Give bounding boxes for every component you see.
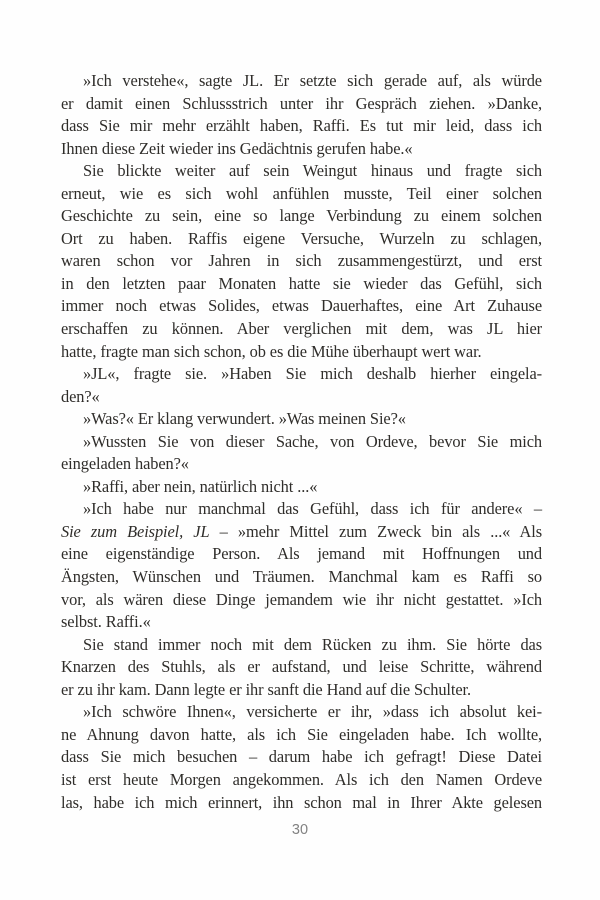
text-line [61, 589, 542, 612]
italic-text-segment: Sie zum Beispiel, JL [61, 521, 210, 541]
text-line [61, 634, 542, 657]
text-line [61, 205, 542, 228]
text-segment: »Ich schwöre Ihnen«, versicherte er ihr, »dass ich absolut kei- [83, 702, 542, 722]
text-line [61, 792, 542, 815]
paragraph [61, 408, 542, 431]
paragraph [61, 476, 542, 499]
text-segment: in den letzten paar Monaten hatte sie wieder das Gefühl, sich [61, 273, 542, 293]
text-segment: dass Sie mich besuchen – darum habe ich gefragt! Diese Datei [61, 747, 542, 767]
paragraph [61, 634, 542, 702]
text-segment: dass Sie mir mehr erzählt haben, Raffi. Es tut mir leid, dass ich [61, 116, 542, 136]
text-line [61, 183, 542, 206]
text-line [61, 611, 542, 634]
text-line [61, 295, 542, 318]
text-line [61, 115, 542, 138]
text-line [61, 476, 542, 499]
text-line [61, 70, 542, 93]
text-line [61, 724, 542, 747]
paragraph [61, 701, 542, 814]
text-segment: Geschichte zu sein, eine so lange Verbindung zu einem solchen [61, 206, 542, 226]
paragraph [61, 431, 542, 476]
text-segment: den?« [61, 386, 100, 406]
text-line [61, 341, 542, 364]
text-line [61, 273, 542, 296]
text-segment: vor, als wären diese Dinge jemandem wie ihr nicht gestattet. »Ich [61, 589, 542, 609]
text-segment: Sie blickte weiter auf sein Weingut hinaus und fragte sich [83, 161, 542, 181]
text-segment: immer noch etwas Solides, etwas Dauerhaftes, eine Art Zuhause [61, 296, 542, 316]
text-line [61, 138, 542, 161]
text-segment: eingeladen haben?« [61, 454, 189, 474]
text-segment: er damit einen Schlussstrich unter ihr Gespräch ziehen. »Danke, [61, 93, 542, 113]
text-segment: Ihnen diese Zeit wieder ins Gedächtnis gerufen habe.« [61, 138, 413, 158]
text-line [61, 250, 542, 273]
text-segment: ne Ahnung davon hatte, als ich Sie eingeladen habe. Ich wollte, [61, 724, 542, 744]
text-segment: eine eigenständige Person. Als jemand mit Hoffnungen und [61, 544, 542, 564]
text-segment: »Raffi, aber nein, natürlich nicht ...« [83, 476, 318, 496]
text-segment: er zu ihr kam. Dann legte er ihr sanft die Hand auf die Schulter. [61, 679, 471, 699]
text-line [61, 228, 542, 251]
text-line [61, 498, 542, 521]
text-line [61, 656, 542, 679]
text-segment: Sie stand immer noch mit dem Rücken zu ihm. Sie hörte das [83, 634, 542, 654]
text-line [61, 453, 542, 476]
page-number: 30 [291, 822, 309, 838]
text-line [61, 701, 542, 724]
text-line [61, 521, 542, 544]
text-line [61, 408, 542, 431]
text-line [61, 431, 542, 454]
text-segment: waren schon vor Jahren in sich zusammengestürzt, und erst [61, 251, 542, 271]
text-line [61, 679, 542, 702]
text-segment: Ort zu haben. Raffis eigene Versuche, Wurzeln zu schlagen, [61, 228, 542, 248]
text-segment: Knarzen des Stuhls, als er aufstand, und leise Schritte, während [61, 657, 542, 677]
text-line [61, 543, 542, 566]
text-line [61, 746, 542, 769]
text-segment: erneut, wie es sich wohl anfühlen musste, Teil einer solchen [61, 183, 542, 203]
text-segment: erschaffen zu können. Aber verglichen mit dem, was JL hier [61, 319, 542, 339]
text-line [61, 363, 542, 386]
text-line [61, 160, 542, 183]
paragraph [61, 70, 542, 160]
text-segment: ist erst heute Morgen angekommen. Als ich den Namen Ordeve [61, 769, 542, 789]
text-line [61, 318, 542, 341]
text-segment: hatte, fragte man sich schon, ob es die Mühe überhaupt wert war. [61, 341, 482, 361]
text-segment: »Ich verstehe«, sagte JL. Er setzte sich gerade auf, als würde [83, 71, 542, 90]
body-text [61, 70, 542, 814]
paragraph [61, 498, 542, 633]
text-line [61, 93, 542, 116]
text-segment: – »mehr Mittel zum Zweck bin als ...« Als [209, 521, 542, 541]
text-segment: Ängsten, Wünschen und Träumen. Manchmal kam es Raffi so [61, 567, 542, 587]
text-segment: »JL«, fragte sie. »Haben Sie mich deshalb hierher eingela- [83, 364, 542, 384]
text-line [61, 386, 542, 409]
text-segment: »Ich habe nur manchmal das Gefühl, dass ich für andere« – [83, 499, 542, 519]
paragraph [61, 363, 542, 408]
text-line [61, 566, 542, 589]
text-segment: las, habe ich mich erinnert, ihn schon mal in Ihrer Akte gelesen [61, 792, 542, 812]
paragraph [61, 160, 542, 363]
text-segment: »Wussten Sie von dieser Sache, von Ordeve, bevor Sie mich [83, 431, 542, 451]
text-segment: »Was?« Er klang verwundert. »Was meinen Sie?« [83, 409, 406, 429]
text-segment: selbst. Raffi.« [61, 612, 151, 632]
text-line [61, 769, 542, 792]
